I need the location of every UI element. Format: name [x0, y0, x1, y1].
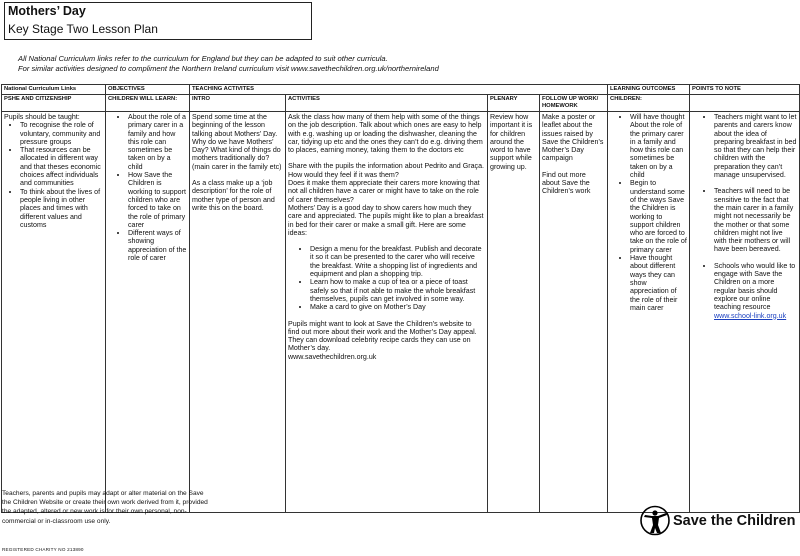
activities-paragraph: Ask the class how many of them help with some of the things on the job description. Talk about which ones are easy to help with e.g. washing up or loading the dishwasher, cleaning the car, tidying up etc and the ones they can’t do e.g. driving them to places, earning money, taking them to the doctors etc [288, 113, 483, 155]
objective-item: • About the role of a primary carer in a family and how this role can sometimes be taken on by a child [128, 113, 187, 171]
objectives-cell [106, 112, 190, 513]
content-row [2, 112, 800, 513]
note-text: Schools who would like to engage with Save the Children on a more regular basis should explore our online teaching resource [714, 261, 796, 312]
header-teaching-activities: TEACHING ACTIVITES [190, 85, 608, 95]
intro-line-2: For similar activities designed to compliment the Northern Ireland curriculum visit www.savethechildren.org.uk/northernireland [18, 64, 439, 73]
intro-cell [190, 112, 286, 513]
subheader-children: CHILDREN: [608, 95, 690, 112]
logo-text: Save the Children [673, 513, 796, 529]
plenary-cell [488, 112, 540, 513]
outcome-item: • Begin to understand some of the ways Save the Children is working to support children who are forced to take on the role of primary carer [630, 179, 687, 254]
outcome-item: • Have thought about different ways they can show appreciation of the role of their main carer [630, 254, 687, 312]
note-item: • Teachers will need to be sensitive to the fact that the main carer in a family might not necessarily be the mother or that some children might not live with their mothers or will have been bereaved. [714, 187, 797, 253]
header-objectives: OBJECTIVES [106, 85, 190, 95]
activities-paragraph: Mothers’ Day is a good day to show carers how much they care and appreciated. The pupils might like to plan a breakfast in bed for their carer or make a small gift. Here are some ideas: [288, 203, 484, 237]
note-item: • Teachers might want to let parents and carers know about the idea of preparing breakfast in bed so that they can help their children with the preparation they can’t manage unsupervised. [714, 113, 797, 179]
activities-paragraph: Share with the pupils the information about Pedrito and Graça. [288, 162, 484, 171]
subheader-plenary: PLENARY [488, 95, 540, 112]
title-box [4, 2, 312, 40]
intro-line-1: All National Curriculum links refer to the curriculum for England but they can be adapted to suit other curricula. [18, 54, 388, 63]
objective-item: • How Save the Children is working to support children who are forced to take on the role of primary carer [128, 171, 187, 229]
activities-link[interactable]: www.savethechildren.org.uk [288, 352, 377, 361]
save-the-children-logo [640, 505, 795, 537]
follow-up-cell [540, 112, 608, 513]
outcomes-cell [608, 112, 690, 513]
objective-item: • Different ways of showing appreciation of the role of carer [128, 229, 187, 262]
page-title: Mothers’ Day [8, 4, 86, 18]
subheader-blank [690, 95, 800, 112]
page-subtitle: Key Stage Two Lesson Plan [8, 22, 158, 36]
idea-item: • Design a menu for the breakfast. Publish and decorate it so it can be presented to the carer who will receive the breakfast. Write a shopping list of ingredients and equipment and plan a shopping trip. [310, 245, 485, 278]
subheader-row [2, 95, 800, 112]
activities-paragraph: Does it make them appreciate their carers more knowing that not all children have a carer or might have to take on the role of carer themselves? [288, 179, 480, 204]
header-nc-links: National Curriculum Links [2, 85, 106, 95]
follow-up-paragraph-1: Make a poster or leaflet about the issues raised by Save the Children’s Mother’s Day campaign [542, 113, 604, 163]
intro-paragraph-2: As a class make up a ‘job description’ for the role of mother type of person and write this on the board. [192, 179, 275, 212]
subheader-intro: INTRO [190, 95, 286, 112]
subheader-follow-up: FOLLOW UP WORK/ HOMEWORK [540, 95, 608, 112]
lesson-plan-table [1, 84, 800, 513]
activities-paragraph: Pupils might want to look at Save the Children’s website to find out more about their work and the Mother’s Day appeal. They can download celebrity recipe cards they can use on Mother’s day. [288, 319, 477, 353]
subheader-children-will-learn: CHILDREN WILL LEARN: [106, 95, 190, 112]
note-item [714, 262, 797, 320]
pshe-item: • That resources can be allocated in different way and that theses economic choices affect individuals and communities [20, 146, 103, 187]
save-the-children-icon [640, 505, 670, 537]
school-link[interactable]: www.school-link.org.uk [714, 311, 787, 320]
idea-item: • Learn how to make a cup of tea or a piece of toast safely so that if not able to make the whole breakfast themselves, pupils can get involved in some way. [310, 278, 485, 303]
pshe-item: • To think about the lives of people living in other places and times with different values and customs [20, 188, 103, 229]
follow-up-paragraph-2: Find out more about Save the Children’s work [542, 170, 591, 196]
pshe-item: • To recognise the role of voluntary, community and pressure groups [20, 121, 103, 146]
subheader-activities: ACTIVITIES [286, 95, 488, 112]
activities-cell [286, 112, 488, 513]
pshe-lead: Pupils should be taught: [4, 113, 80, 121]
activities-paragraph: How would they feel if it was them? [288, 170, 399, 179]
plenary-text: Review how important it is for children around the word to have support while growing up. [490, 113, 533, 171]
intro-paragraph-1: Spend some time at the beginning of the lesson talking about Mothers’ Day. Why do we have Mothers’ Day? What kind of things do mothers traditionally do? (main carer in the family etc) [192, 113, 282, 171]
header-points-to-note: POINTS TO NOTE [690, 85, 800, 95]
notes-cell [690, 112, 800, 513]
header-learning-outcomes: LEARNING OUTCOMES [608, 85, 690, 95]
footer-disclaimer: Teachers, parents and pupils may adapt or alter material on the Save the Children Website or create their own work derived from it, provided the adapted, altered or new work is for their own personal, non-commercial or in-classroom use only. [2, 490, 208, 525]
outcome-item: • Will have thought About the role of the primary carer in a family and how this role can sometimes be taken on by a child [630, 113, 687, 179]
intro-note [18, 54, 439, 74]
pshe-cell [2, 112, 106, 513]
idea-item: • Make a card to give on Mother’s Day [310, 303, 485, 311]
subheader-pshe: PSHE AND CITIZENSHIP [2, 95, 106, 112]
header-row [2, 85, 800, 95]
charity-number: REGISTERED CHARITY NO 213890 [2, 547, 84, 552]
